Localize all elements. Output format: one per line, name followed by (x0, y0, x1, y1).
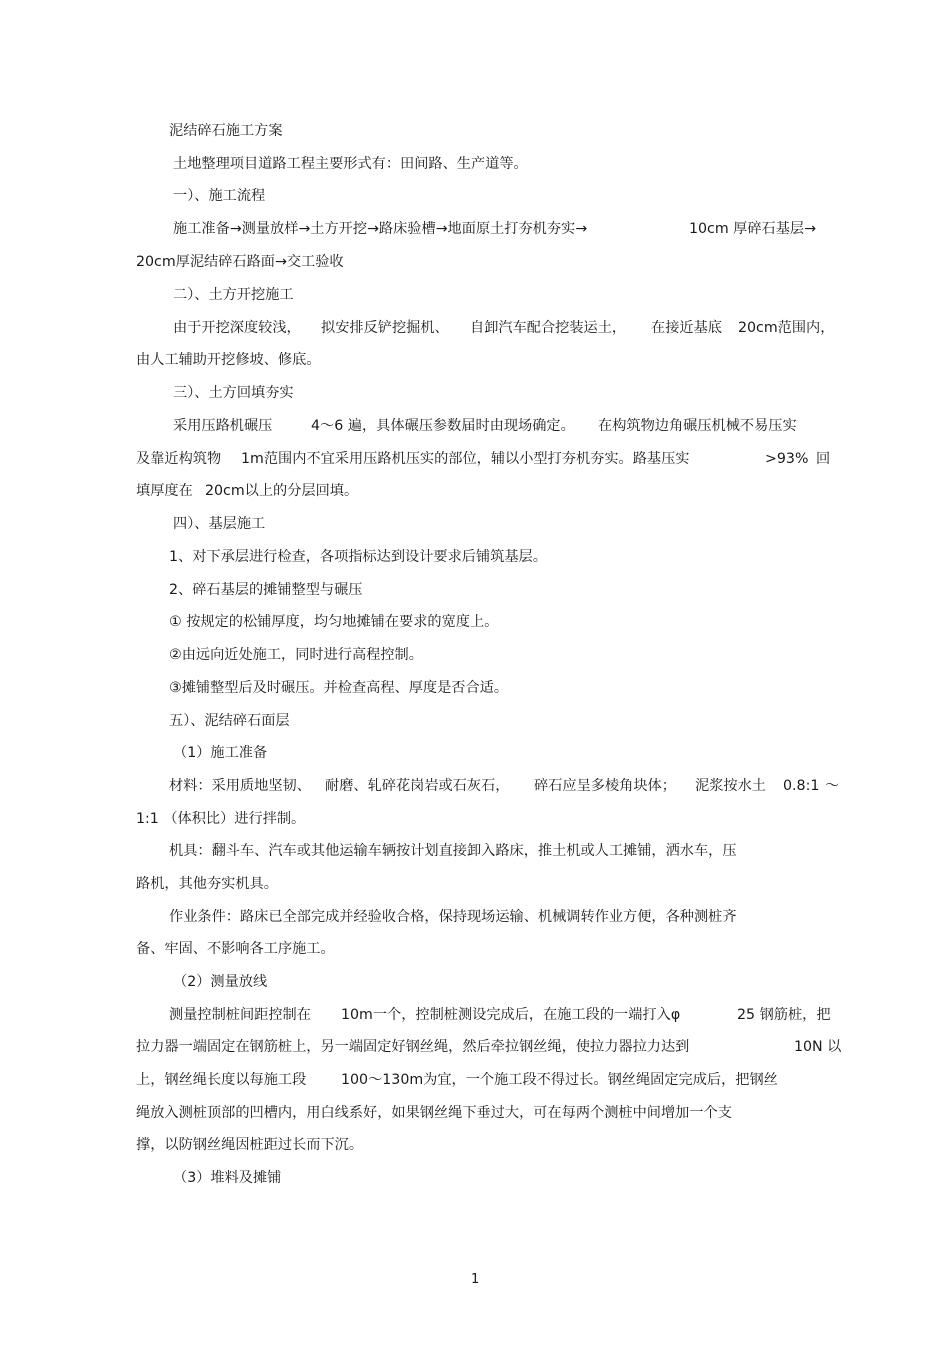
text-segment: 碎石应呈多棱角块体； (534, 778, 676, 794)
text-segment: 回 (816, 451, 831, 467)
paragraph-line: 作业条件：路床已全部完成并经验收合格，保持现场运输、机械调转作业方便，各种测桩齐 (169, 909, 737, 925)
text-segment: 20cm以上的分层回填。 (205, 483, 359, 499)
list-item: ① 按规定的松铺厚度，均匀地摊铺在要求的宽度上。 (169, 614, 499, 630)
text-segment: 耐磨、轧碎花岗岩或石灰石， (325, 778, 510, 794)
page-number: 1 (471, 1272, 480, 1287)
doc-title: 泥结碎石施工方案 (169, 123, 283, 139)
paragraph-line: 由人工辅助开挖修坡、修底。 (136, 352, 321, 368)
text-segment: 25 钢筋桩，把 (737, 1007, 831, 1023)
text-segment: 1m范围内不宜采用压路机压实的部位，辅以小型打夯机夯实。路基压实 (241, 451, 690, 467)
paragraph-line: 20cm厚泥结碎石路面→交工验收 (136, 254, 344, 270)
text-segment: 自卸汽车配合挖装运土， (470, 320, 627, 336)
text-segment: 采用压路机碾压 (173, 418, 273, 434)
text-segment: 10N 以 (794, 1039, 842, 1055)
paragraph-line: 撑，以防钢丝绳因桩距过长而下沉。 (136, 1137, 364, 1153)
section-heading-1: 一）、施工流程 (173, 188, 266, 204)
paragraph-line: 路机，其他夯实机具。 (136, 876, 278, 892)
list-item: 1、对下承层进行检查，各项指标达到设计要求后铺筑基层。 (169, 549, 547, 565)
subsection-heading: （1）施工准备 (173, 745, 268, 761)
text-segment: >93% (765, 451, 809, 467)
text-segment: ～ (825, 778, 840, 794)
paragraph-line: 机具：翻斗车、汽车或其他运输车辆按计划直接卸入路床，推土机或人工摊铺，洒水车，压 (169, 843, 737, 859)
section-heading-3: 三）、土方回填夯实 (173, 385, 294, 401)
subsection-heading: （3）堆料及摊铺 (173, 1170, 282, 1186)
section-heading-4: 四）、基层施工 (173, 516, 266, 532)
text-segment: 20cm范围内， (738, 320, 835, 336)
text-segment: 在接近基底 (651, 320, 722, 336)
paragraph-line: 备、牢固、不影响各工序施工。 (136, 941, 335, 957)
text-segment: 及靠近构筑物 (136, 451, 222, 467)
text-segment: 拟安排反铲挖掘机、 (321, 320, 449, 336)
list-item: 2、碎石基层的摊铺整型与碾压 (169, 582, 363, 598)
section-heading-5: 五）、泥结碎石面层 (169, 713, 290, 729)
text-segment: 0.8:1 (783, 778, 820, 794)
text-segment: 100～130m为宜，一个施工段不得过长。钢丝绳固定完成后，把钢丝 (341, 1072, 778, 1088)
list-item: ②由远向近处施工，同时进行高程控制。 (169, 647, 423, 663)
paragraph-line: 绳放入测桩顶部的凹槽内，用白线系好，如果钢丝绳下垂过大，可在每两个测桩中间增加一个支 (136, 1105, 732, 1121)
subsection-heading: （2）测量放线 (173, 974, 268, 990)
section-heading-2: 二）、土方开挖施工 (173, 287, 294, 303)
text-segment: 10m一个，控制桩测设完成后，在施工段的一端打入φ (341, 1007, 681, 1023)
text-segment: 由于开挖深度较浅， (173, 320, 301, 336)
intro-paragraph: 土地整理项目道路工程主要形式有：田间路、生产道等。 (173, 156, 528, 172)
text-segment: 拉力器一端固定在钢筋桩上，另一端固定好钢丝绳，然后牵拉钢丝绳，使拉力器拉力达到 (136, 1039, 690, 1055)
text-segment: 测量控制桩间距控制在 (169, 1007, 311, 1023)
text-segment: 材料：采用质地坚韧、 (169, 778, 311, 794)
list-item: ③摊铺整型后及时碾压。并检查高程、厚度是否合适。 (169, 680, 509, 696)
text-segment: 施工准备→测量放样→土方开挖→路床验槽→地面原土打夯机夯实→ (173, 221, 588, 237)
text-segment: 在构筑物边角碾压机械不易压实 (598, 418, 797, 434)
text-segment: 上，钢丝绳长度以每施工段 (136, 1072, 307, 1088)
paragraph-line: 1:1 （体积比）进行拌制。 (136, 811, 306, 827)
text-segment: 泥浆按水土 (695, 778, 766, 794)
text-segment: 4～6 遍，具体碾压参数届时由现场确定。 (311, 418, 575, 434)
text-segment: 10cm 厚碎石基层→ (689, 221, 817, 237)
text-segment: 填厚度在 (136, 483, 193, 499)
